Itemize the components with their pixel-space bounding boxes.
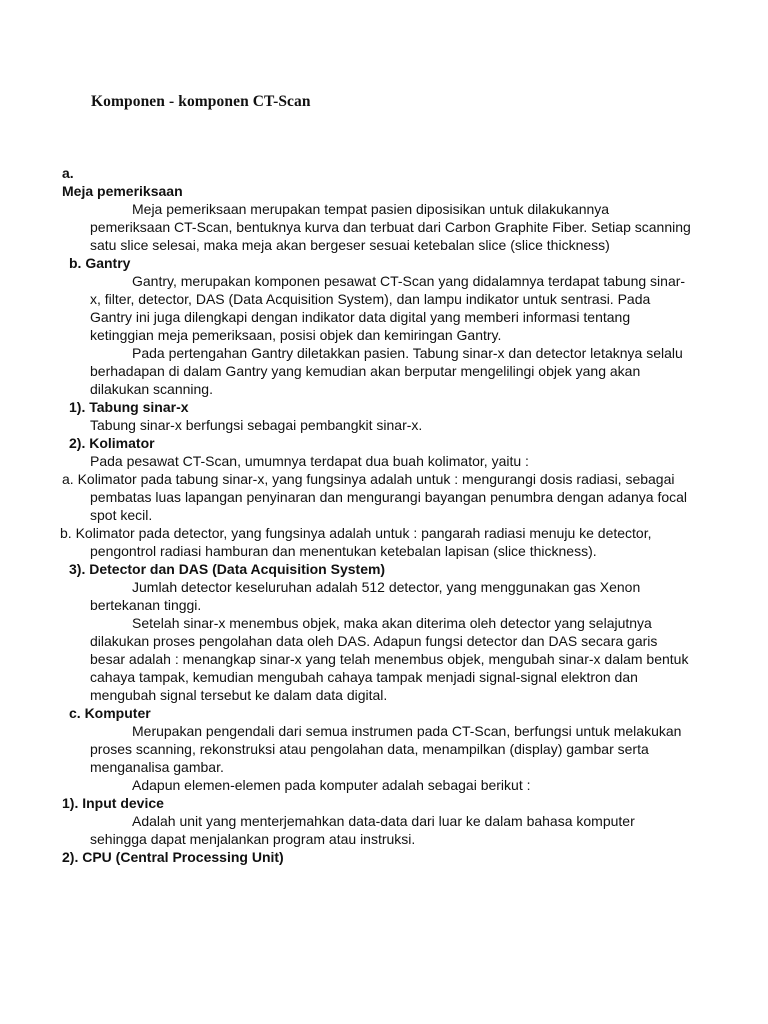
subsection-cpu-heading: 2). CPU (Central Processing Unit): [62, 849, 284, 865]
section-c-paragraph-1: Merupakan pengendali dari semua instrumen pada CT-Scan, berfungsi untuk melakukan proses scanning, rekonstruksi atau pengolahan data, menampilkan (display) gambar serta menganalisa gambar.: [90, 723, 682, 775]
section-a-paragraph: Meja pemeriksaan merupakan tempat pasien diposisikan untuk dilakukannya pemeriksaan CT-Scan, bentuknya kurva dan terbuat dari Carbon Graphite Fiber. Setiap scanning satu slice selesai, maka meja akan bergeser sesuai ketebalan slice (slice thickness): [90, 201, 691, 253]
subsection-detector-heading: 3). Detector dan DAS (Data Acquisition System): [69, 561, 386, 577]
section-a-heading: Meja pemeriksaan: [62, 183, 183, 199]
section-b-heading: b. Gantry: [69, 255, 131, 271]
section-b-paragraph-1: Gantry, merupakan komponen pesawat CT-Scan yang didalamnya terdapat tabung sinar-x, filter, detector, DAS (Data Acquisition System), dan lampu indikator untuk sentrasi. Pada Gantry ini juga dilengkapi dengan indikator data digital yang memberi informasi tentang ketinggian meja pemeriksaan, posisi objek dan kemiringan Gantry.: [90, 273, 686, 343]
kolimator-item-a: a. Kolimator pada tabung sinar-x, yang fungsinya adalah untuk : mengurangi dosis radiasi, sebagai pembatas luas lapangan penyinaran dan mengurangi bayangan penumbra dengan adanya focal spot kecil.: [62, 471, 688, 523]
kolimator-item-b: b. Kolimator pada detector, yang fungsinya adalah untuk : pangarah radiasi menuju ke detector, pengontrol radiasi hamburan dan menentukan ketebalan lapisan (slice thickness).: [60, 525, 652, 559]
subsection-input-device-heading: 1). Input device: [62, 795, 164, 811]
document-body: [62, 164, 692, 866]
section-c-heading: c. Komputer: [69, 705, 151, 721]
section-a-marker: a.: [62, 165, 74, 181]
subsection-tabung-heading: 1). Tabung sinar-x: [69, 399, 189, 415]
document-title: Komponen - komponen CT-Scan: [91, 93, 311, 110]
subsection-kolimator-paragraph: Pada pesawat CT-Scan, umumnya terdapat dua buah kolimator, yaitu :: [90, 453, 529, 469]
section-c-paragraph-2: Adapun elemen-elemen pada komputer adalah sebagai berikut :: [132, 777, 531, 793]
subsection-detector-paragraph-2: Setelah sinar-x menembus objek, maka akan diterima oleh detector yang selajutnya dilakukan proses pengolahan data oleh DAS. Adapun fungsi detector dan DAS secara garis besar adalah : menangkap sinar-x yang telah menembus objek, mengubah sinar-x dalam bentuk cahaya tampak, kemudian mengubah cahaya tampak menjadi signal-signal elektron dan mengubah signal tersebut ke dalam data digital.: [90, 615, 689, 703]
subsection-tabung-paragraph: Tabung sinar-x berfungsi sebagai pembangkit sinar-x.: [90, 417, 423, 433]
subsection-kolimator-heading: 2). Kolimator: [69, 435, 155, 451]
section-b-paragraph-2: Pada pertengahan Gantry diletakkan pasien. Tabung sinar-x dan detector letaknya selalu berhadapan di dalam Gantry yang kemudian akan berputar mengelilingi objek yang akan dilakukan scanning.: [90, 345, 683, 397]
subsection-detector-paragraph-1: Jumlah detector keseluruhan adalah 512 detector, yang menggunakan gas Xenon bertekanan tinggi.: [90, 579, 641, 613]
subsection-input-device-paragraph: Adalah unit yang menterjemahkan data-data dari luar ke dalam bahasa komputer sehingga dapat menjalankan program atau instruksi.: [90, 813, 635, 847]
